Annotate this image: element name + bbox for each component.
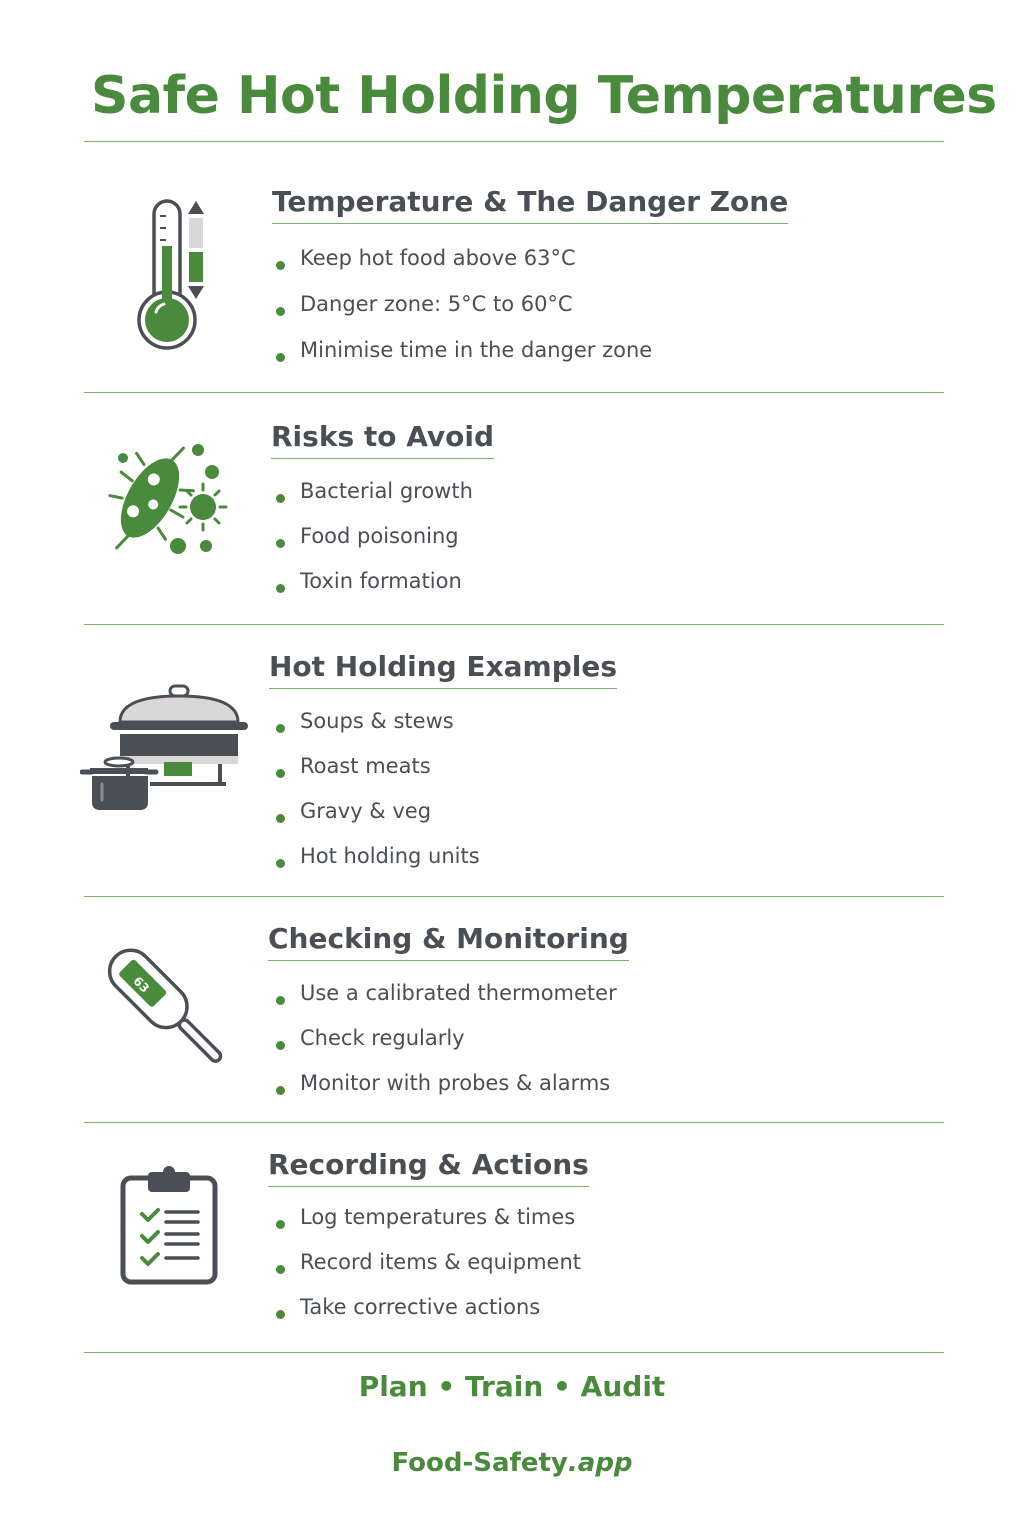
chafing-dish-icon: [80, 684, 252, 814]
divider: [84, 392, 944, 393]
list-item: Food poisoning: [274, 521, 473, 566]
thermometer-icon: [130, 196, 220, 356]
bullet-list: [274, 978, 617, 1113]
svg-text:63: 63: [130, 973, 153, 996]
list-item: Danger zone: 5°C to 60°C: [274, 288, 652, 334]
page-title: Safe Hot Holding Temperatures: [91, 66, 997, 126]
list-item: Keep hot food above 63°C: [274, 242, 652, 288]
divider: [84, 896, 944, 897]
section-heading: Hot Holding Examples: [269, 650, 617, 689]
list-item: Use a calibrated thermometer: [274, 978, 617, 1023]
bullet-list: [274, 242, 652, 380]
list-item: Gravy & veg: [274, 796, 480, 841]
divider: [84, 1352, 944, 1353]
section-heading: Recording & Actions: [268, 1148, 589, 1187]
brand-link[interactable]: [0, 1448, 1024, 1478]
divider: [84, 624, 944, 625]
list-item: Hot holding units: [274, 841, 480, 886]
list-item: Check regularly: [274, 1023, 617, 1068]
footer-tagline: Plan • Train • Audit: [358, 1370, 666, 1403]
clipboard-checklist-icon: [118, 1164, 220, 1288]
divider: [84, 141, 944, 142]
list-item: Record items & equipment: [274, 1247, 581, 1292]
section-heading: Risks to Avoid: [271, 420, 494, 459]
list-item: Take corrective actions: [274, 1292, 581, 1337]
list-item: Monitor with probes & alarms: [274, 1068, 617, 1113]
divider: [84, 1122, 944, 1123]
bullet-list: [274, 1202, 581, 1337]
list-item: Soups & stews: [274, 706, 480, 751]
bullet-list: [274, 476, 473, 611]
section-heading: Temperature & The Danger Zone: [272, 185, 788, 224]
brand-name: Food-Safety: [391, 1448, 568, 1478]
list-item: Bacterial growth: [274, 476, 473, 521]
list-item: Minimise time in the danger zone: [274, 334, 652, 380]
bacteria-icon: [108, 432, 236, 564]
bullet-list: [274, 706, 480, 886]
list-item: Log temperatures & times: [274, 1202, 581, 1247]
list-item: Roast meats: [274, 751, 480, 796]
list-item: Toxin formation: [274, 566, 473, 611]
section-heading: Checking & Monitoring: [268, 922, 629, 961]
probe-thermometer-icon: [98, 940, 234, 1076]
brand-tld: .app: [567, 1448, 633, 1478]
